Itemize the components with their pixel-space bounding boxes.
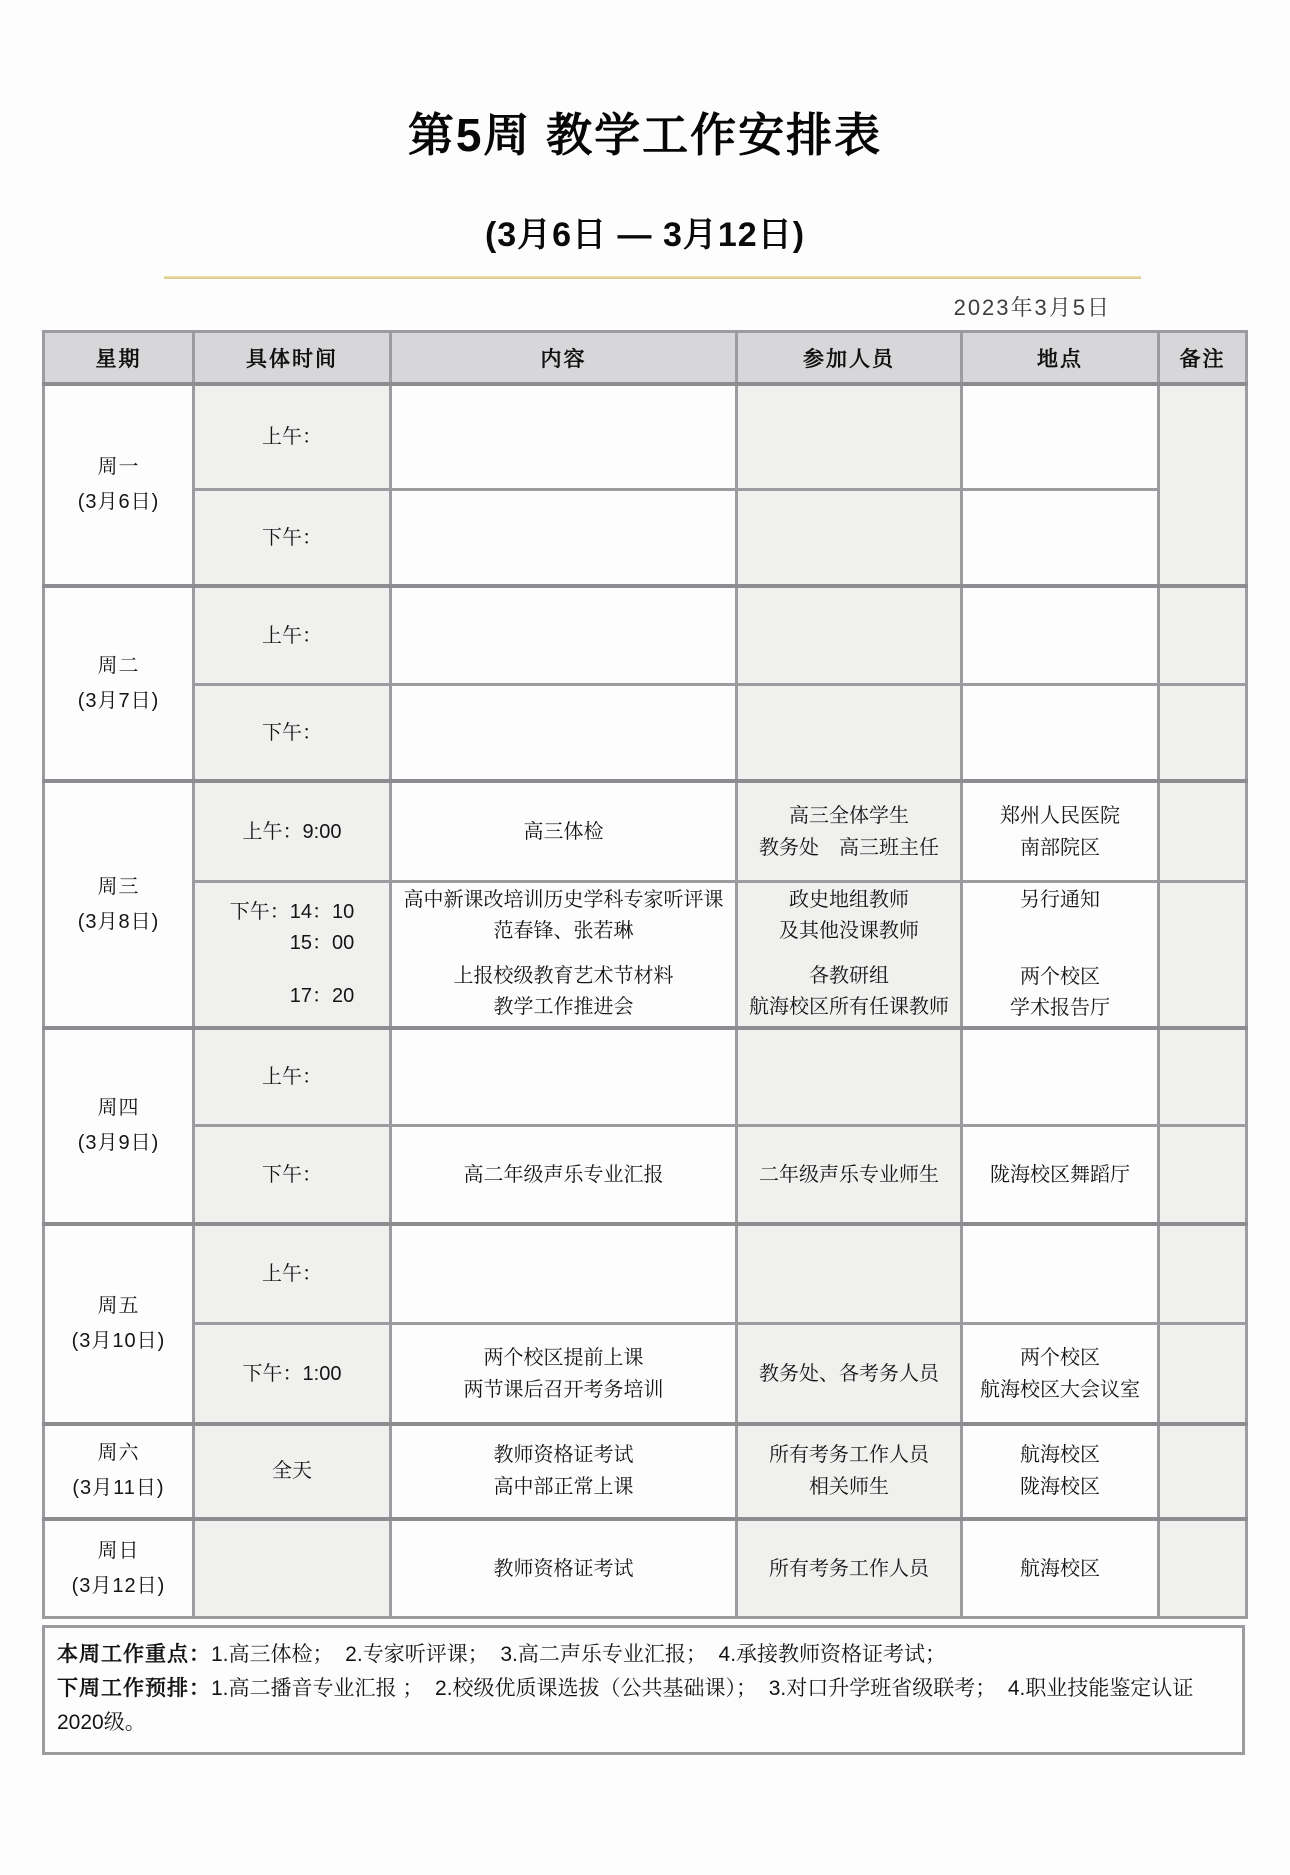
cell-line: 高中部正常上课	[493, 1476, 634, 1499]
content-cell	[391, 684, 737, 781]
current-week-notes	[57, 1638, 1230, 1672]
table-row	[44, 781, 1247, 881]
day-cell	[44, 586, 194, 781]
remark-cell	[1159, 586, 1247, 684]
cell-line: 高三全体学生	[789, 804, 909, 827]
time-cell: 下午：	[194, 489, 391, 586]
day-name: 周六	[97, 1442, 140, 1465]
location-cell	[962, 881, 1159, 1028]
cell-line: 教务处 高三班主任	[759, 836, 939, 859]
current-week-items: 1.高三体检； 2.专家听评课； 3.高二声乐专业汇报； 4.承接教师资格证考试；	[211, 1643, 947, 1667]
table-row	[44, 586, 1247, 684]
cell-line: 范春锋、张若琳	[493, 920, 634, 943]
time-cell: 下午：1:00	[194, 1324, 391, 1424]
location-cell	[962, 1224, 1159, 1324]
time-cell: 上午：9:00	[194, 781, 391, 881]
time-cell: 全天	[194, 1424, 391, 1519]
content-cell	[391, 384, 737, 489]
cell-line: 教师资格证考试	[493, 1444, 634, 1467]
location-cell: 航海校区	[962, 1519, 1159, 1618]
column-header-location: 地点	[962, 331, 1159, 384]
title-underline	[164, 276, 1141, 279]
column-header-remark: 备注	[1159, 331, 1247, 384]
time-cell: 上午：	[194, 1224, 391, 1324]
day-name: 周一	[97, 456, 140, 479]
content-cell: 高三体检	[391, 781, 737, 881]
participants-cell: 二年级声乐专业师生	[737, 1126, 962, 1224]
cell-line: 航海校区所有任课教师	[749, 996, 949, 1019]
header-row	[44, 331, 1247, 384]
cell-line: 高中新课改培训历史学科专家听评课	[403, 889, 724, 912]
column-header-participants: 参加人员	[737, 331, 962, 384]
cell-line: 政史地组教师	[789, 889, 909, 912]
location-cell: 陇海校区舞蹈厅	[962, 1126, 1159, 1224]
time-cell	[194, 1519, 391, 1618]
cell-line: 及其他没课教师	[779, 920, 919, 943]
cell-line: 各教研组	[809, 965, 889, 988]
cell-line: 上报校级教育艺术节材料	[453, 965, 674, 988]
remark-cell	[1159, 384, 1247, 586]
cell-line: 航海校区大会议室	[980, 1378, 1140, 1401]
notes-box	[42, 1625, 1245, 1755]
location-cell	[962, 384, 1159, 489]
remark-cell	[1159, 1224, 1247, 1324]
remark-cell	[1159, 1519, 1247, 1618]
cell-line: 两个校区提前上课	[483, 1346, 644, 1369]
participants-cell	[737, 586, 962, 684]
next-week-label: 下周工作预排：	[57, 1677, 211, 1701]
content-cell: 高二年级声乐专业汇报	[391, 1126, 737, 1224]
column-header-time: 具体时间	[194, 331, 391, 384]
table-row	[44, 684, 1247, 781]
cell-line: 南部院区	[1020, 836, 1100, 859]
remark-cell	[1159, 1126, 1247, 1224]
page-title: 第5周 教学工作安排表	[407, 109, 883, 161]
cell-line: 另行通知	[1020, 888, 1100, 911]
cell-line: 15：00	[289, 931, 355, 954]
cell-line: 郑州人民医院	[1000, 804, 1120, 827]
day-cell	[44, 781, 194, 1028]
cell-line: 17：20	[289, 984, 355, 1007]
column-header-day: 星期	[44, 331, 194, 384]
page-subtitle: (3月6日 — 3月12日)	[484, 216, 806, 255]
remark-cell	[1159, 781, 1247, 881]
participants-cell	[737, 1224, 962, 1324]
content-cell	[391, 489, 737, 586]
table-row	[44, 1519, 1247, 1618]
time-cell: 下午：	[194, 1126, 391, 1224]
content-cell: 教师资格证考试	[391, 1519, 737, 1618]
cell-line: 陇海校区	[1020, 1476, 1100, 1499]
remark-cell	[1159, 1424, 1247, 1519]
time-cell: 上午：	[194, 1028, 391, 1126]
time-cell: 上午：	[194, 586, 391, 684]
participants-cell: 所有考务工作人员	[737, 1519, 962, 1618]
cell-line: 航海校区	[1020, 1444, 1100, 1467]
remark-cell	[1159, 1028, 1247, 1126]
location-cell	[962, 1028, 1159, 1126]
day-cell	[44, 1519, 194, 1618]
content-cell	[391, 1424, 737, 1519]
table-row	[44, 384, 1247, 489]
participants-cell: 教务处、各考务人员	[737, 1324, 962, 1424]
participants-cell	[737, 489, 962, 586]
table-row	[44, 881, 1247, 1028]
location-cell	[962, 1424, 1159, 1519]
location-cell	[962, 1324, 1159, 1424]
day-name: 周日	[97, 1539, 140, 1562]
location-cell	[962, 489, 1159, 586]
content-cell	[391, 1028, 737, 1126]
day-name: 周四	[97, 1096, 140, 1119]
next-week-items: 1.高二播音专业汇报 ； 2.校级优质课选拔（公共基础课）； 3.对口升学班省级联考； 4.职业技能鉴定认证2020级。	[57, 1677, 1194, 1735]
time-cell: 下午：	[194, 684, 391, 781]
day-date: (3月9日)	[77, 1131, 160, 1154]
current-week-label: 本周工作重点：	[57, 1643, 211, 1667]
table-row	[44, 1126, 1247, 1224]
column-header-content: 内容	[391, 331, 737, 384]
time-cell	[194, 881, 391, 1028]
table-row	[44, 489, 1247, 586]
day-name: 周五	[97, 1294, 140, 1317]
issue-date: 2023年3月5日	[953, 294, 1111, 320]
table-row	[44, 1224, 1247, 1324]
participants-cell	[737, 684, 962, 781]
remark-cell	[1159, 684, 1247, 781]
day-date: (3月10日)	[71, 1329, 166, 1352]
participants-cell	[737, 881, 962, 1028]
cell-line: 下午：14：10	[229, 900, 355, 923]
content-cell	[391, 1224, 737, 1324]
cell-line: 学术报告厅	[1010, 996, 1110, 1019]
cell-line: 两个校区	[1020, 1346, 1100, 1369]
participants-cell	[737, 384, 962, 489]
day-cell	[44, 1424, 194, 1519]
content-cell	[391, 586, 737, 684]
remark-cell	[1159, 1324, 1247, 1424]
day-cell	[44, 384, 194, 586]
day-date: (3月8日)	[77, 910, 160, 933]
day-name: 周二	[97, 654, 140, 677]
location-cell	[962, 586, 1159, 684]
table-row	[44, 1424, 1247, 1519]
cell-line: 相关师生	[809, 1476, 889, 1499]
participants-cell	[737, 1424, 962, 1519]
cell-line: 两节课后召开考务培训	[463, 1378, 664, 1401]
content-cell	[391, 881, 737, 1028]
day-date: (3月12日)	[71, 1574, 166, 1597]
participants-cell	[737, 1028, 962, 1126]
day-name: 周三	[97, 875, 140, 898]
content-cell	[391, 1324, 737, 1424]
cell-line: 两个校区	[1020, 965, 1100, 988]
time-cell: 上午：	[194, 384, 391, 489]
schedule-table	[42, 330, 1248, 1620]
day-date: (3月11日)	[72, 1477, 165, 1500]
next-week-notes	[57, 1672, 1230, 1740]
remark-cell	[1159, 881, 1247, 1028]
day-cell	[44, 1224, 194, 1424]
participants-cell	[737, 781, 962, 881]
cell-line: 所有考务工作人员	[769, 1444, 929, 1467]
day-cell	[44, 1028, 194, 1224]
cell-line: 教学工作推进会	[493, 996, 634, 1019]
table-row	[44, 1324, 1247, 1424]
day-date: (3月6日)	[77, 491, 160, 514]
table-row	[44, 1028, 1247, 1126]
location-cell	[962, 781, 1159, 881]
location-cell	[962, 684, 1159, 781]
day-date: (3月7日)	[77, 689, 160, 712]
